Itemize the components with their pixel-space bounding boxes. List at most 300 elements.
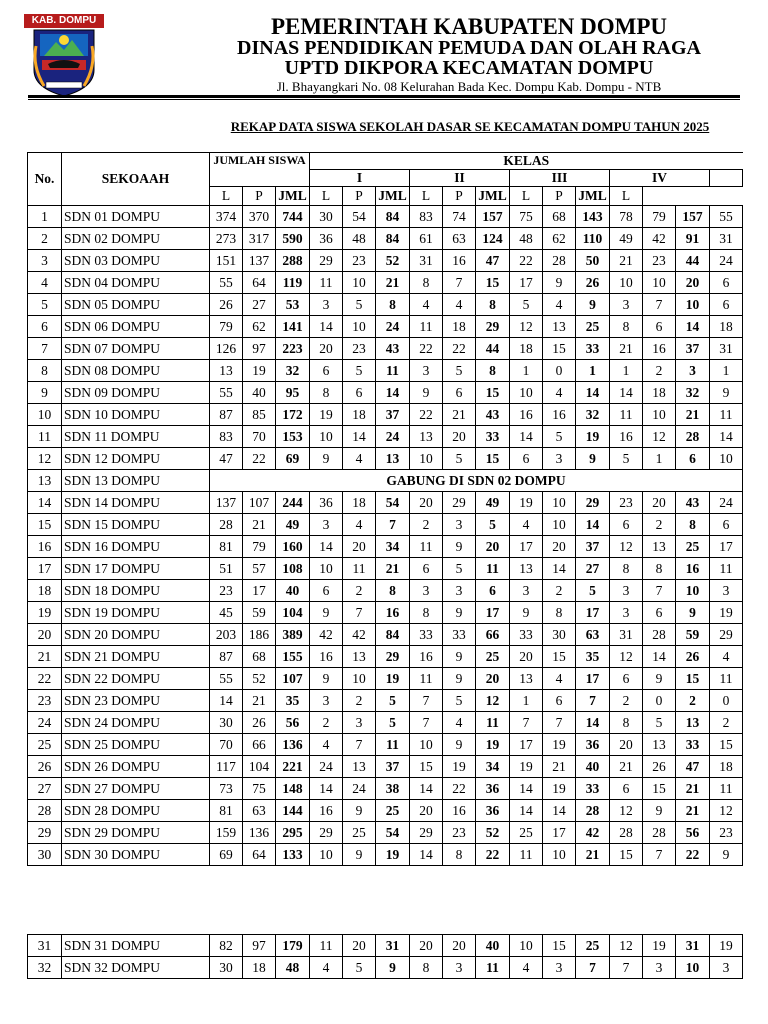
cell-value: 19 [510,492,543,514]
cell-value: 10 [610,272,643,294]
cell-value: 137 [243,250,276,272]
row-number: 25 [28,734,62,756]
cell-value: 42 [343,624,376,646]
cell-value: 13 [343,646,376,668]
cell-value: 10 [310,426,343,448]
cell-value: 6 [643,316,676,338]
row-number: 28 [28,800,62,822]
cell-value: 1 [576,360,610,382]
cell-value: 61 [410,228,443,250]
cell-value: 16 [443,800,476,822]
cell-value: 18 [510,338,543,360]
cell-value: 3 [610,580,643,602]
cell-value: 9 [410,382,443,404]
cell-value: 29 [410,822,443,844]
cell-value: 22 [243,448,276,470]
merged-school-note: GABUNG DI SDN 02 DOMPU [210,470,743,492]
cell-value: 63 [576,624,610,646]
school-name: SDN 07 DOMPU [62,338,210,360]
row-number: 19 [28,602,62,624]
cell-value: 33 [410,624,443,646]
cell-value: 8 [310,382,343,404]
row-number: 16 [28,536,62,558]
cell-value: 11 [410,668,443,690]
cell-value: 20 [343,536,376,558]
cell-value: 40 [476,935,510,957]
school-name: SDN 22 DOMPU [62,668,210,690]
cell-value: 8 [476,294,510,316]
cell-value: 3 [710,580,743,602]
cell-value: 119 [276,272,310,294]
cell-value: 6 [476,580,510,602]
cell-value: 221 [276,756,310,778]
cell-value: 4 [543,382,576,404]
cell-value: 19 [310,404,343,426]
cell-value: 9 [376,957,410,979]
cell-value: 10 [710,448,743,470]
cell-value: 1 [510,360,543,382]
school-name: SDN 04 DOMPU [62,272,210,294]
table-row [28,935,743,957]
row-number: 29 [28,822,62,844]
cell-value: 48 [510,228,543,250]
cell-value: 21 [543,756,576,778]
cell-value: 57 [243,558,276,580]
cell-value: 62 [243,316,276,338]
cell-value: 17 [576,602,610,624]
cell-value: 30 [310,206,343,228]
cell-value: 26 [643,756,676,778]
subheader-p: P [243,187,276,206]
cell-value: 31 [610,624,643,646]
cell-value: 62 [543,228,576,250]
cell-value: 28 [643,822,676,844]
cell-value: 79 [643,206,676,228]
cell-value: 295 [276,822,310,844]
subheader-p: P [343,187,376,206]
cell-value: 36 [576,734,610,756]
cell-value: 21 [676,778,710,800]
cell-value: 16 [310,800,343,822]
table-row [28,404,743,426]
row-number: 31 [28,935,62,957]
school-name: SDN 06 DOMPU [62,316,210,338]
table-row [28,646,743,668]
cell-value: 14 [210,690,243,712]
cell-value: 19 [510,756,543,778]
cell-value: 17 [543,822,576,844]
cell-value: 14 [610,382,643,404]
table-row [28,778,743,800]
cell-value: 26 [210,294,243,316]
cell-value: 3 [443,957,476,979]
header-class-v [710,170,743,187]
cell-value: 14 [410,778,443,800]
table-row [28,712,743,734]
cell-value: 79 [210,316,243,338]
cell-value: 43 [376,338,410,360]
header-school: SEKOAAH [62,153,210,206]
cell-value: 14 [710,426,743,448]
school-name: SDN 15 DOMPU [62,514,210,536]
cell-value: 5 [443,690,476,712]
cell-value: 12 [610,646,643,668]
cell-value: 83 [210,426,243,448]
cell-value: 25 [576,935,610,957]
table-row [28,228,743,250]
cell-value: 75 [243,778,276,800]
cell-value: 5 [443,360,476,382]
cell-value: 5 [576,580,610,602]
cell-value: 19 [710,935,743,957]
cell-value: 84 [376,624,410,646]
cell-value: 36 [310,492,343,514]
cell-value: 11 [310,935,343,957]
cell-value: 10 [543,844,576,866]
school-name: SDN 31 DOMPU [62,935,210,957]
cell-value: 5 [343,294,376,316]
cell-value: 54 [376,492,410,514]
cell-value: 19 [543,734,576,756]
row-number: 8 [28,360,62,382]
subheader-p: P [543,187,576,206]
cell-value: 29 [576,492,610,514]
cell-value: 143 [576,206,610,228]
cell-value: 11 [710,558,743,580]
cell-value: 8 [676,514,710,536]
cell-value: 179 [276,935,310,957]
cell-value: 5 [376,712,410,734]
header-class-i: I [310,170,410,187]
cell-value: 8 [376,580,410,602]
subheader-l: L [610,187,643,206]
cell-value: 5 [376,690,410,712]
cell-value: 8 [643,558,676,580]
cell-value: 12 [610,536,643,558]
school-name: SDN 05 DOMPU [62,294,210,316]
table-row [28,514,743,536]
school-name: SDN 29 DOMPU [62,822,210,844]
cell-value: 3 [643,957,676,979]
cell-value: 8 [610,712,643,734]
school-name: SDN 03 DOMPU [62,250,210,272]
cell-value: 8 [410,272,443,294]
cell-value: 22 [676,844,710,866]
cell-value: 0 [643,690,676,712]
letterhead [0,0,768,100]
cell-value: 66 [243,734,276,756]
cell-value: 25 [343,822,376,844]
cell-value: 10 [410,734,443,756]
cell-value: 13 [510,668,543,690]
cell-value: 18 [443,316,476,338]
cell-value: 9 [443,668,476,690]
cell-value: 24 [376,316,410,338]
cell-value: 17 [710,536,743,558]
cell-value: 19 [576,426,610,448]
header-classes: KELAS [310,153,743,170]
cell-value: 43 [676,492,710,514]
cell-value: 36 [476,778,510,800]
cell-value: 7 [576,957,610,979]
cell-value: 7 [643,844,676,866]
cell-value: 20 [676,272,710,294]
cell-value: 12 [610,935,643,957]
cell-value: 31 [676,935,710,957]
cell-value: 6 [676,448,710,470]
cell-value: 25 [376,800,410,822]
cell-value: 36 [310,228,343,250]
cell-value: 14 [576,382,610,404]
cell-value: 6 [510,448,543,470]
cell-value: 55 [210,668,243,690]
cell-value: 14 [510,426,543,448]
cell-value: 75 [510,206,543,228]
cell-value: 317 [243,228,276,250]
cell-value: 25 [510,822,543,844]
cell-value: 33 [443,624,476,646]
cell-value: 3 [676,360,710,382]
cell-value: 24 [376,426,410,448]
school-name: SDN 27 DOMPU [62,778,210,800]
report-title: REKAP DATA SISWA SEKOLAH DASAR SE KECAMATAN DOMPU TAHUN 2025 [230,119,710,134]
cell-value: 19 [376,844,410,866]
cell-value: 10 [543,492,576,514]
cell-value: 21 [610,756,643,778]
cell-value: 7 [376,514,410,536]
header-no: No. [28,153,62,206]
cell-value: 9 [643,800,676,822]
cell-value: 14 [310,316,343,338]
cell-value: 19 [243,360,276,382]
cell-value: 8 [610,316,643,338]
cell-value: 151 [210,250,243,272]
cell-value: 29 [310,822,343,844]
cell-value: 22 [410,404,443,426]
cell-value: 10 [343,668,376,690]
cell-value: 54 [343,206,376,228]
cell-value: 69 [276,448,310,470]
school-name: SDN 09 DOMPU [62,382,210,404]
cell-value: 9 [510,602,543,624]
cell-value: 2 [710,712,743,734]
cell-value: 15 [543,935,576,957]
cell-value: 11 [376,734,410,756]
cell-value: 14 [410,844,443,866]
cell-value: 14 [510,800,543,822]
table-row [28,756,743,778]
cell-value: 21 [576,844,610,866]
cell-value: 24 [710,492,743,514]
student-recap-table [27,152,743,866]
cell-value: 4 [543,294,576,316]
school-name: SDN 14 DOMPU [62,492,210,514]
cell-value: 34 [476,756,510,778]
cell-value: 20 [310,338,343,360]
header-line-2: DINAS PENDIDIKAN PEMUDA DAN OLAH RAGA [237,37,701,59]
subheader-l: L [410,187,443,206]
cell-value: 5 [443,448,476,470]
cell-value: 13 [210,360,243,382]
cell-value: 13 [676,712,710,734]
cell-value: 8 [443,844,476,866]
cell-value: 9 [443,602,476,624]
row-number: 20 [28,624,62,646]
cell-value: 28 [643,624,676,646]
cell-value: 7 [643,580,676,602]
cell-value: 5 [443,558,476,580]
cell-value: 82 [210,935,243,957]
cell-value: 6 [610,668,643,690]
cell-value: 6 [710,514,743,536]
cell-value: 31 [710,228,743,250]
table-row [28,426,743,448]
cell-value: 6 [710,272,743,294]
cell-value: 9 [443,536,476,558]
cell-value: 19 [710,602,743,624]
cell-value: 7 [343,734,376,756]
school-name: SDN 30 DOMPU [62,844,210,866]
cell-value: 81 [210,800,243,822]
cell-value: 5 [610,448,643,470]
cell-value: 104 [243,756,276,778]
cell-value: 20 [343,935,376,957]
cell-value: 40 [243,382,276,404]
cell-value: 4 [343,448,376,470]
cell-value: 3 [610,294,643,316]
cell-value: 25 [576,316,610,338]
cell-value: 40 [576,756,610,778]
cell-value: 15 [476,272,510,294]
cell-value: 42 [310,624,343,646]
cell-value: 45 [210,602,243,624]
cell-value: 3 [310,514,343,536]
cell-value: 23 [643,250,676,272]
cell-value: 6 [710,294,743,316]
cell-value: 10 [543,514,576,536]
cell-value: 4 [543,668,576,690]
cell-value: 9 [710,844,743,866]
cell-value: 4 [710,646,743,668]
cell-value: 9 [310,448,343,470]
school-name: SDN 17 DOMPU [62,558,210,580]
cell-value: 70 [243,426,276,448]
cell-value: 5 [476,514,510,536]
cell-value: 15 [643,778,676,800]
cell-value: 3 [710,957,743,979]
table-row [28,734,743,756]
cell-value: 20 [543,536,576,558]
cell-value: 117 [210,756,243,778]
cell-value: 33 [576,778,610,800]
cell-value: 21 [376,558,410,580]
cell-value: 33 [676,734,710,756]
cell-value: 14 [543,800,576,822]
table-row [28,338,743,360]
cell-value: 155 [276,646,310,668]
cell-value: 16 [543,404,576,426]
subheader-jml: JML [376,187,410,206]
cell-value: 9 [543,272,576,294]
cell-value: 24 [710,250,743,272]
cell-value: 11 [376,360,410,382]
cell-value: 16 [643,338,676,360]
cell-value: 13 [510,558,543,580]
school-name: SDN 11 DOMPU [62,426,210,448]
cell-value: 23 [210,580,243,602]
cell-value: 6 [543,690,576,712]
header-class-iii: III [510,170,610,187]
cell-value: 20 [476,668,510,690]
subheader-jml: JML [576,187,610,206]
cell-value: 33 [476,426,510,448]
cell-value: 10 [676,957,710,979]
cell-value: 17 [576,668,610,690]
cell-value: 107 [243,492,276,514]
cell-value: 7 [410,690,443,712]
cell-value: 21 [376,272,410,294]
row-number: 11 [28,426,62,448]
cell-value: 8 [376,294,410,316]
cell-value: 10 [510,935,543,957]
cell-value: 28 [543,250,576,272]
cell-value: 11 [310,272,343,294]
row-number: 30 [28,844,62,866]
cell-value: 11 [710,778,743,800]
table-row [28,558,743,580]
cell-value: 288 [276,250,310,272]
cell-value: 19 [476,734,510,756]
cell-value: 32 [576,404,610,426]
cell-value: 49 [610,228,643,250]
cell-value: 157 [476,206,510,228]
row-number: 32 [28,957,62,979]
cell-value: 0 [543,360,576,382]
row-number: 5 [28,294,62,316]
cell-value: 36 [476,800,510,822]
cell-value: 5 [510,294,543,316]
table-row [28,470,743,492]
cell-value: 7 [610,957,643,979]
cell-value: 7 [410,712,443,734]
subheader-jml: JML [276,187,310,206]
cell-value: 44 [476,338,510,360]
cell-value: 8 [410,602,443,624]
school-name: SDN 20 DOMPU [62,624,210,646]
cell-value: 32 [276,360,310,382]
cell-value: 2 [643,514,676,536]
row-number: 6 [28,316,62,338]
cell-value: 160 [276,536,310,558]
cell-value: 21 [610,338,643,360]
school-name: SDN 28 DOMPU [62,800,210,822]
table-row [28,382,743,404]
shield-icon [30,26,98,98]
cell-value: 16 [410,646,443,668]
cell-value: 5 [343,360,376,382]
cell-value: 11 [510,844,543,866]
cell-value: 8 [410,957,443,979]
cell-value: 4 [510,514,543,536]
cell-value: 73 [210,778,243,800]
subheader-l: L [510,187,543,206]
cell-value: 26 [243,712,276,734]
school-name: SDN 24 DOMPU [62,712,210,734]
cell-value: 2 [610,690,643,712]
cell-value: 9 [643,668,676,690]
cell-value: 108 [276,558,310,580]
cell-value: 17 [243,580,276,602]
